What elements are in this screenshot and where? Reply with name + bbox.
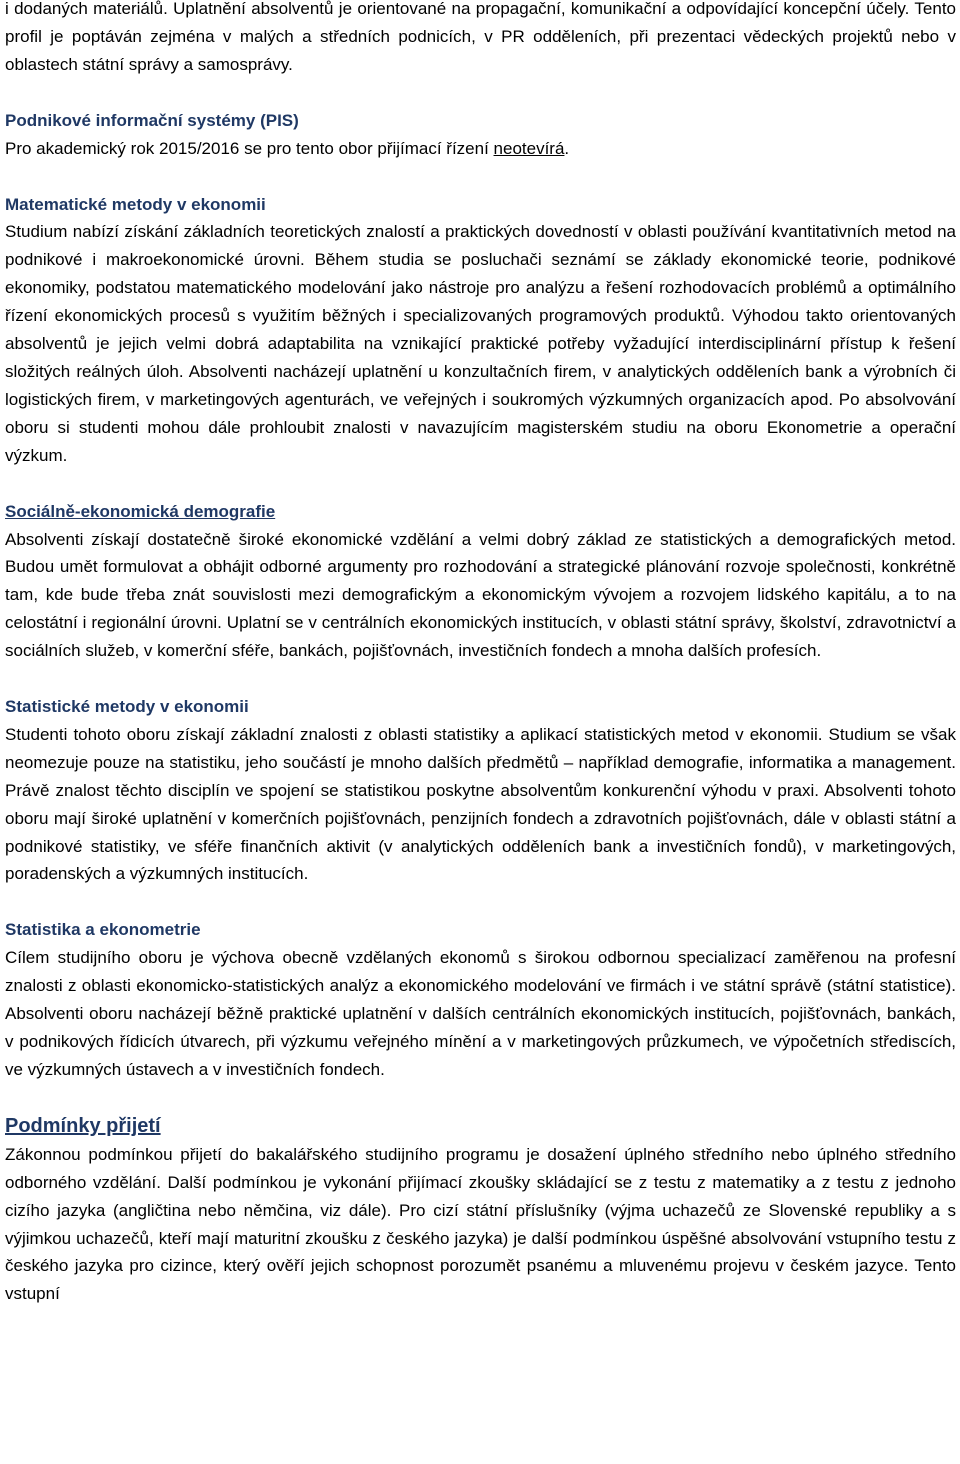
- section-se: [5, 916, 956, 1083]
- intro-paragraph: i dodaných materiálů. Uplatnění absolventů je orientované na propagační, komunikační a odpovídající koncepční účely. Tento profil je poptáván zejména v malých a středních podnicích, v PR odděleních, při prezentaci vědeckých projektů nebo v oblastech státní správy a samosprávy.: [5, 0, 956, 74]
- section-heading-sed: Sociálně-ekonomická demografie: [5, 501, 276, 521]
- document-page: [5, 0, 956, 1308]
- section-text-admission: Zákonnou podmínkou přijetí do bakalářského studijního programu je dosažení úplného středního nebo úplného středního odborného vzdělání. Další podmínkou je vykonání přijímací zkoušky skládající se z testu z matematiky a z testu z jednoho cizího jazyka (angličtina nebo němčina, viz dále). Pro cizí státní příslušníky (výjma uchazečů ze Slovenské republiky a s výjimkou uchazečů, kteří mají maturitní zkoušku z českého jazyka) je další podmínkou úspěšné absolvování vstupního testu z českého jazyka pro cizince, který ověří jejich schopnost porozumět psanému a mluvenému projevu v českém jazyce. Tento vstupní: [5, 1144, 956, 1304]
- section-text-sme: Studenti tohoto oboru získají základní znalosti z oblasti statistiky a aplikací statistických metod v ekonomii. Studium se však neomezuje pouze na statistiku, jeho součástí je mnoho dalších předmětů – například demografie, informatika a management. Právě znalost těchto disciplín ve spojení se statistikou poskytne absolventům konkurenční výhodu v praxi. Absolventi tohoto oboru mají široké uplatnění v komerčních pojišťovnách, penzijních fondech a zdravotních pojišťovnách, dále v oblasti státní a podnikové statistiky, ve sféře finančních aktivit (v analytických odděleních bank a investičních fondů), v marketingových, poradenských a výzkumných institucích.: [5, 724, 956, 884]
- section-text-sed: Absolventi získají dostatečně široké ekonomické vzdělání a velmi dobrý základ ze statistických a demografických metod. Budou umět formulovat a obhájit odborné argumenty pro rozhodování a strategické plánování rozvoje společnosti, konkrétně tam, kde bude třeba znát souvislosti mezi demografickým a ekonomickým vývojem a rozvojem lidského kapitálu, a to na celostátní i regionální úrovni. Uplatní se v centrálních ekonomických institucích, v oblasti státní správy, školství, zdravotnictví a sociálních služeb, v komerční sféře, bankách, pojišťovnách, investičních fondech a mnoha dalších profesích.: [5, 529, 956, 661]
- section-sed: [5, 498, 956, 665]
- section-admission: [5, 1112, 956, 1308]
- section-heading-pis: Podnikové informační systémy (PIS): [5, 110, 299, 130]
- pis-text-before: Pro akademický rok 2015/2016 se pro tento obor přijímací řízení: [5, 138, 494, 158]
- section-heading-mme: Matematické metody v ekonomii: [5, 194, 266, 214]
- section-heading-admission: Podmínky přijetí: [5, 1114, 161, 1137]
- section-heading-sme: Statistické metody v ekonomii: [5, 697, 249, 717]
- pis-text-after: .: [564, 138, 570, 158]
- section-text-se: Cílem studijního oboru je výchova obecně vzdělaných ekonomů s širokou odbornou specializací zaměřenou na profesní znalosti z oblasti ekonomicko-statistických analýz a ekonomického modelování ve firmách i ve státní správě (státní statistice). Absolventi oboru nacházejí běžně praktické uplatnění v dalších centrálních ekonomických institucích, pojišťovnách, bankách, v podnikových řídicích útvarech, při výzkumu veřejného mínění a v marketingových průzkumech, ve výpočetních střediscích, ve výzkumných ústavech a v investičních fondech.: [5, 948, 956, 1079]
- section-pis: [5, 107, 956, 163]
- section-mme: [5, 191, 956, 470]
- section-text-pis: [5, 135, 956, 163]
- section-heading-se: Statistika a ekonometrie: [5, 920, 201, 940]
- pis-text-emphasis: neotevírá: [493, 138, 565, 158]
- section-text-mme: Studium nabízí získání základních teoretických znalostí a praktických dovedností v oblasti používání kvantitativních metod na podnikové i makroekonomické úrovni. Během studia se posluchači seznámí se základy ekonomické teorie, podnikové ekonomiky, podstatou matematického modelování jako nástroje pro analýzu a řešení rozhodovacích problémů a optimálního řízení ekonomických procesů s využitím běžných i specializovaných programových produktů. Výhodou takto orientovaných absolventů je jejich velmi dobrá adaptabilita na vznikající praktické potřeby vyžadující interdisciplinární přístup k řešení složitých reálných úloh. Absolventi nacházejí uplatnění u konzultačních firem, v analytických odděleních bank a výrobních či logistických firem, v marketingových agenturách, ve veřejných i soukromých výzkumných organizacích apod. Po absolvování oboru si studenti mohou dále prohloubit znalosti v navazujícím magisterském studiu na oboru Ekonometrie a operační výzkum.: [5, 222, 956, 465]
- section-sme: [5, 693, 956, 888]
